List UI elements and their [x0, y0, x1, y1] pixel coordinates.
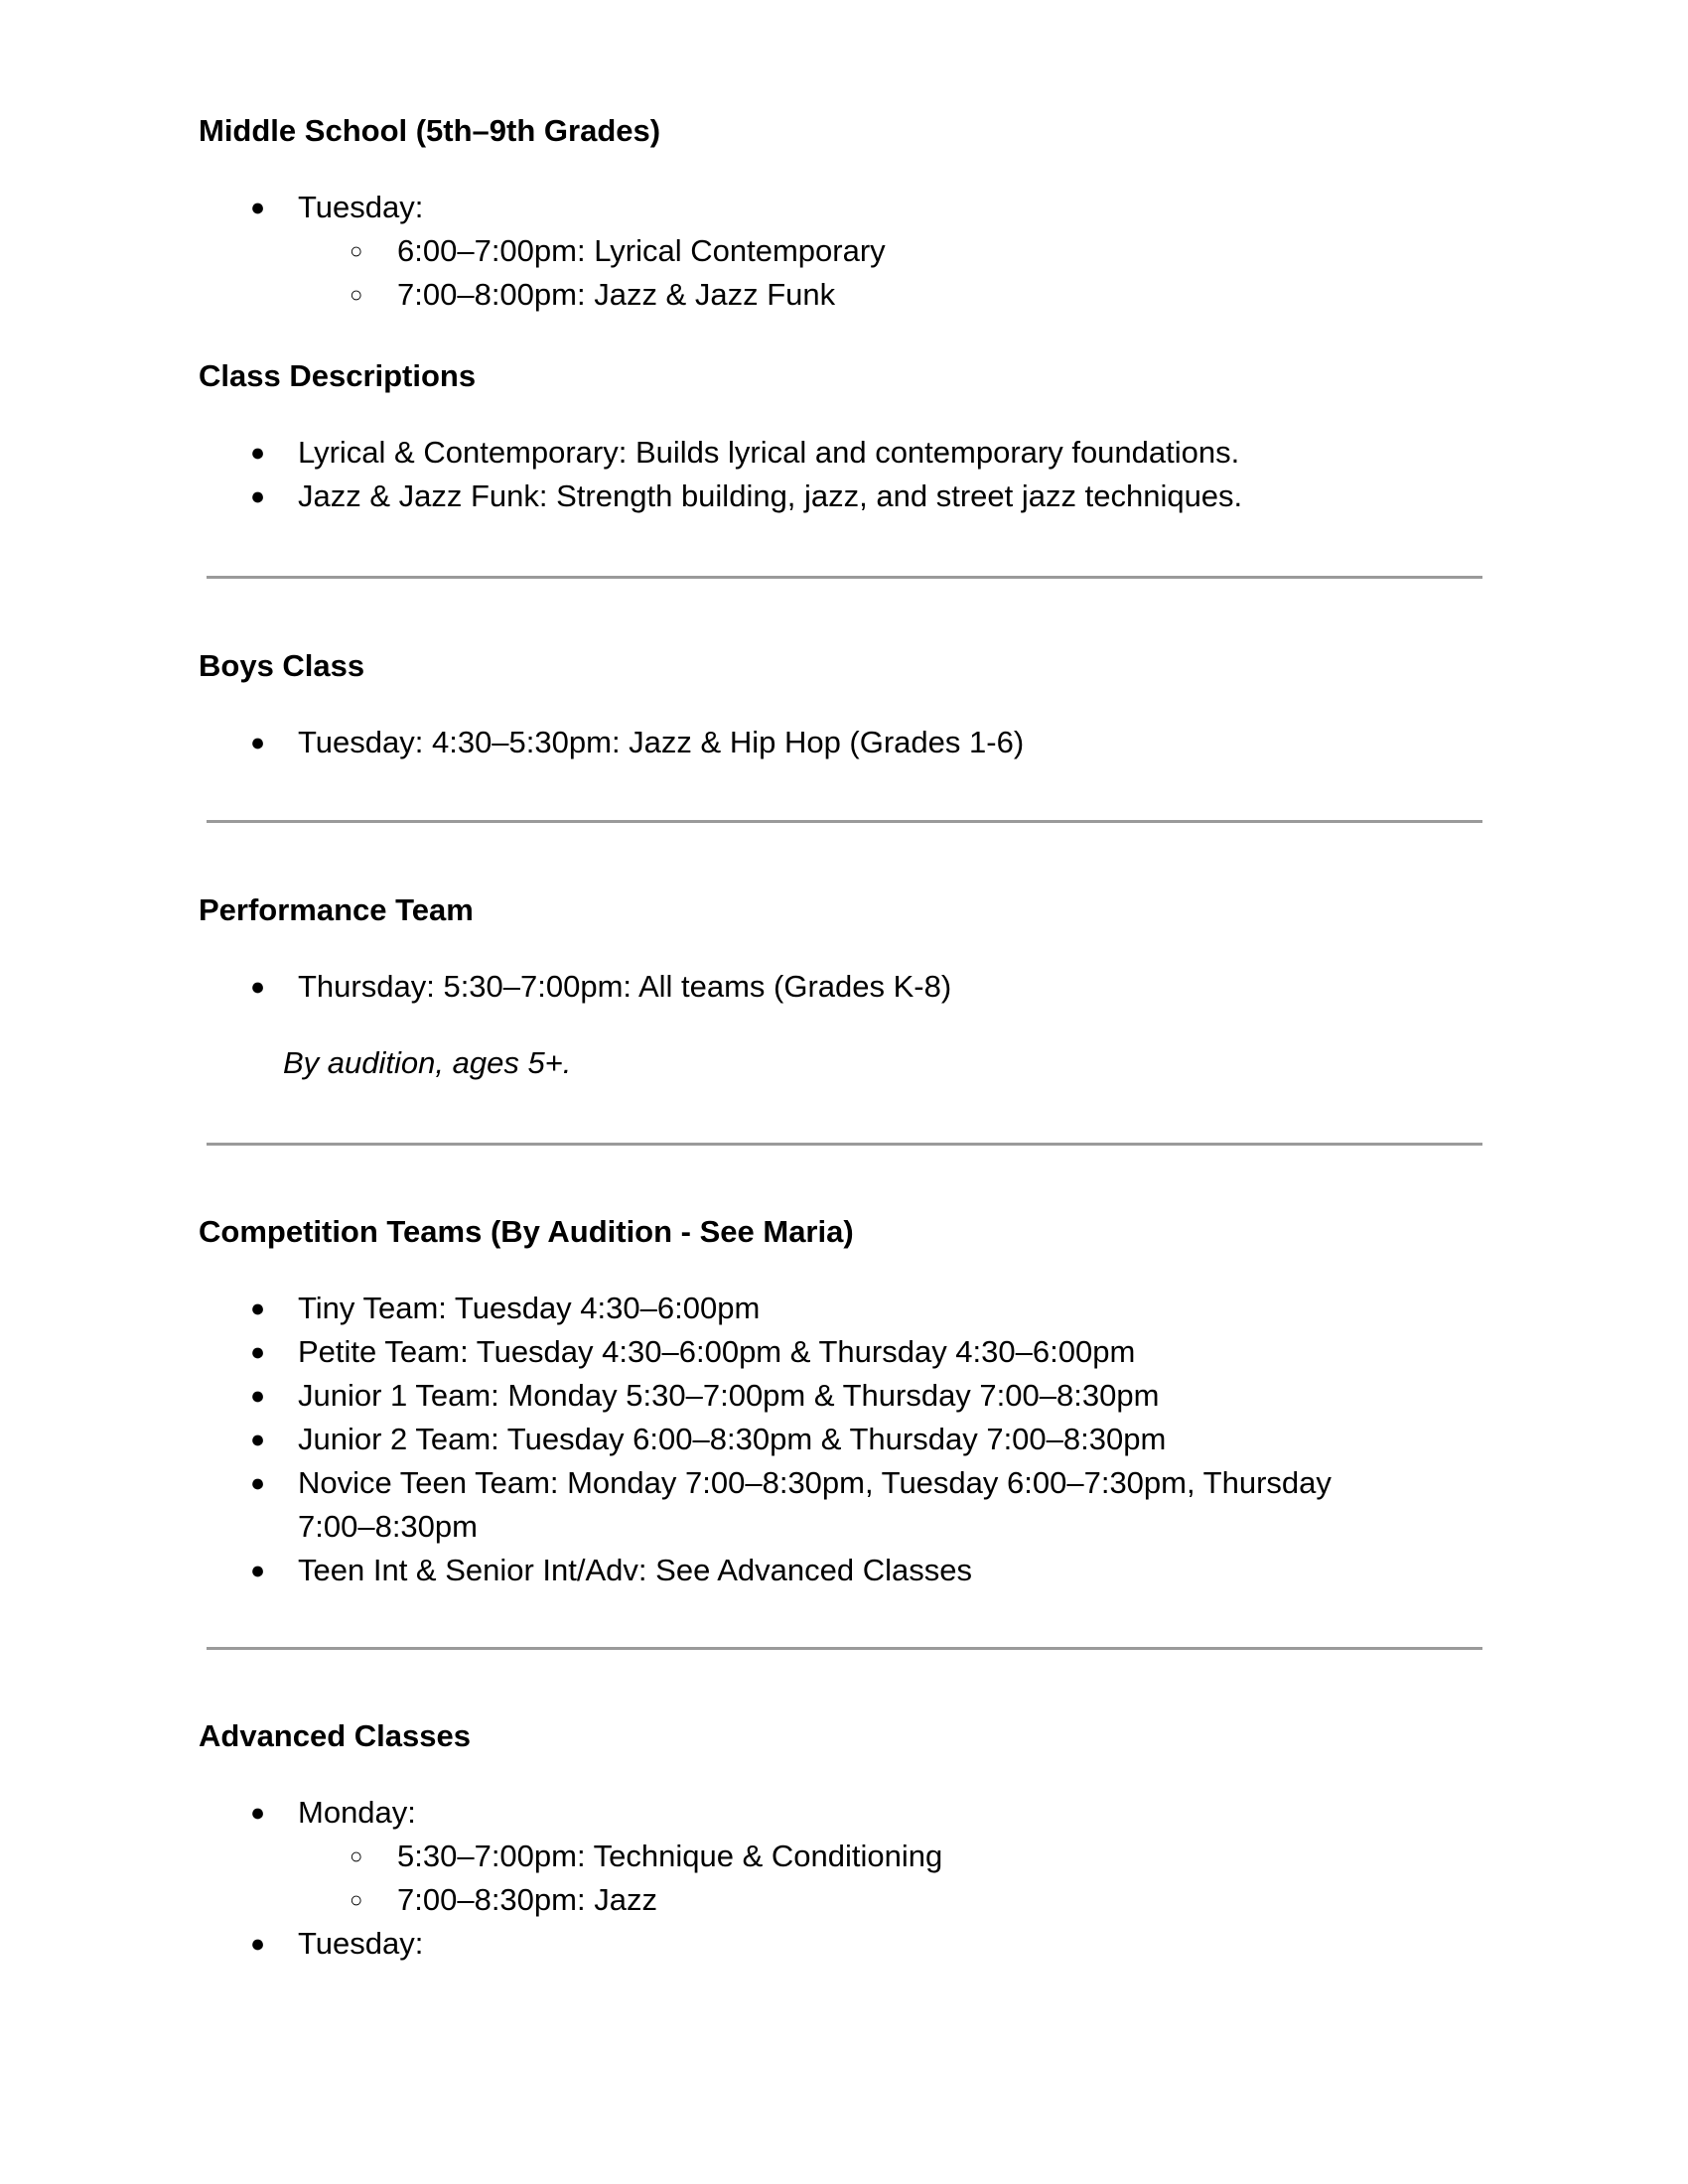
bullet-icon: ● — [250, 1469, 266, 1497]
list-item: ○ 6:00–7:00pm: Lyrical Contemporary — [298, 229, 1489, 273]
list-item: ● Teen Int & Senior Int/Adv: See Advanced Classes — [199, 1549, 1410, 1592]
advanced-classes-list — [199, 1791, 1489, 1966]
list-item: ● Junior 1 Team: Monday 5:30–7:00pm & Thursday 7:00–8:30pm — [199, 1374, 1410, 1418]
middle-school-section — [199, 109, 1489, 317]
class-descriptions-heading: Class Descriptions — [199, 358, 477, 393]
bullet-icon: ● — [250, 1799, 266, 1827]
middle-school-heading: Middle School (5th–9th Grades) — [199, 113, 661, 148]
list-item: ○ 7:00–8:30pm: Jazz — [298, 1878, 1489, 1922]
competition-teams-section — [199, 1210, 1489, 1592]
horizontal-rule — [207, 1143, 1482, 1146]
boys-class-heading: Boys Class — [199, 648, 365, 683]
list-item: ● Petite Team: Tuesday 4:30–6:00pm & Thursday 4:30–6:00pm — [199, 1330, 1410, 1374]
list-item: ● Novice Teen Team: Monday 7:00–8:30pm, Tuesday 6:00–7:30pm, Thursday 7:00–8:30pm — [199, 1461, 1410, 1549]
horizontal-rule — [207, 576, 1482, 579]
sub-bullet-icon: ○ — [350, 282, 363, 307]
class-descriptions-section — [199, 354, 1489, 518]
list-item: ● Thursday: 5:30–7:00pm: All teams (Grades K-8) — [199, 965, 1489, 1009]
bullet-icon: ● — [250, 439, 266, 467]
performance-team-list — [199, 965, 1489, 1009]
day-label: Tuesday: — [298, 190, 424, 224]
list-item: ○ 7:00–8:00pm: Jazz & Jazz Funk — [298, 273, 1489, 317]
middle-school-list — [199, 186, 1489, 317]
list-item: ● Junior 2 Team: Tuesday 6:00–8:30pm & Thursday 7:00–8:30pm — [199, 1418, 1410, 1461]
bullet-icon: ● — [250, 1382, 266, 1410]
list-item: ● Tuesday: 4:30–5:30pm: Jazz & Hip Hop (Grades 1-6) — [199, 721, 1489, 764]
horizontal-rule — [207, 820, 1482, 823]
list-item: ○ 5:30–7:00pm: Technique & Conditioning — [298, 1835, 1489, 1878]
list-item: ● Jazz & Jazz Funk: Strength building, jazz, and street jazz techniques. — [199, 475, 1489, 518]
sub-bullet-icon: ○ — [350, 1887, 363, 1912]
day-label: Monday: — [298, 1795, 416, 1830]
bullet-icon: ● — [250, 729, 266, 756]
sub-bullet-icon: ○ — [350, 238, 363, 263]
audition-note: By audition, ages 5+. — [283, 1045, 572, 1080]
bullet-icon: ● — [250, 194, 266, 221]
boys-class-list — [199, 721, 1489, 764]
bullet-icon: ● — [250, 1930, 266, 1958]
bullet-icon: ● — [250, 1295, 266, 1322]
sub-bullet-icon: ○ — [350, 1843, 363, 1868]
bullet-icon: ● — [250, 973, 266, 1001]
bullet-icon: ● — [250, 1426, 266, 1453]
advanced-classes-heading: Advanced Classes — [199, 1718, 471, 1753]
bullet-icon: ● — [250, 1557, 266, 1584]
class-descriptions-list — [199, 431, 1489, 518]
bullet-icon: ● — [250, 1338, 266, 1366]
boys-class-section — [199, 644, 1489, 764]
performance-team-section — [199, 888, 1489, 1085]
horizontal-rule — [207, 1647, 1482, 1650]
advanced-monday-sublist — [298, 1835, 1489, 1922]
list-item — [199, 1791, 1489, 1922]
performance-team-heading: Performance Team — [199, 892, 474, 927]
competition-teams-list — [199, 1287, 1410, 1592]
list-item — [199, 186, 1489, 317]
advanced-classes-section — [199, 1714, 1489, 1966]
bullet-icon: ● — [250, 482, 266, 510]
middle-school-sublist — [298, 229, 1489, 317]
day-label: Tuesday: — [298, 1926, 424, 1961]
list-item: ● Tiny Team: Tuesday 4:30–6:00pm — [199, 1287, 1410, 1330]
list-item — [199, 1922, 1489, 1966]
list-item: ● Lyrical & Contemporary: Builds lyrical and contemporary foundations. — [199, 431, 1489, 475]
competition-teams-heading: Competition Teams (By Audition - See Maria) — [199, 1214, 854, 1249]
